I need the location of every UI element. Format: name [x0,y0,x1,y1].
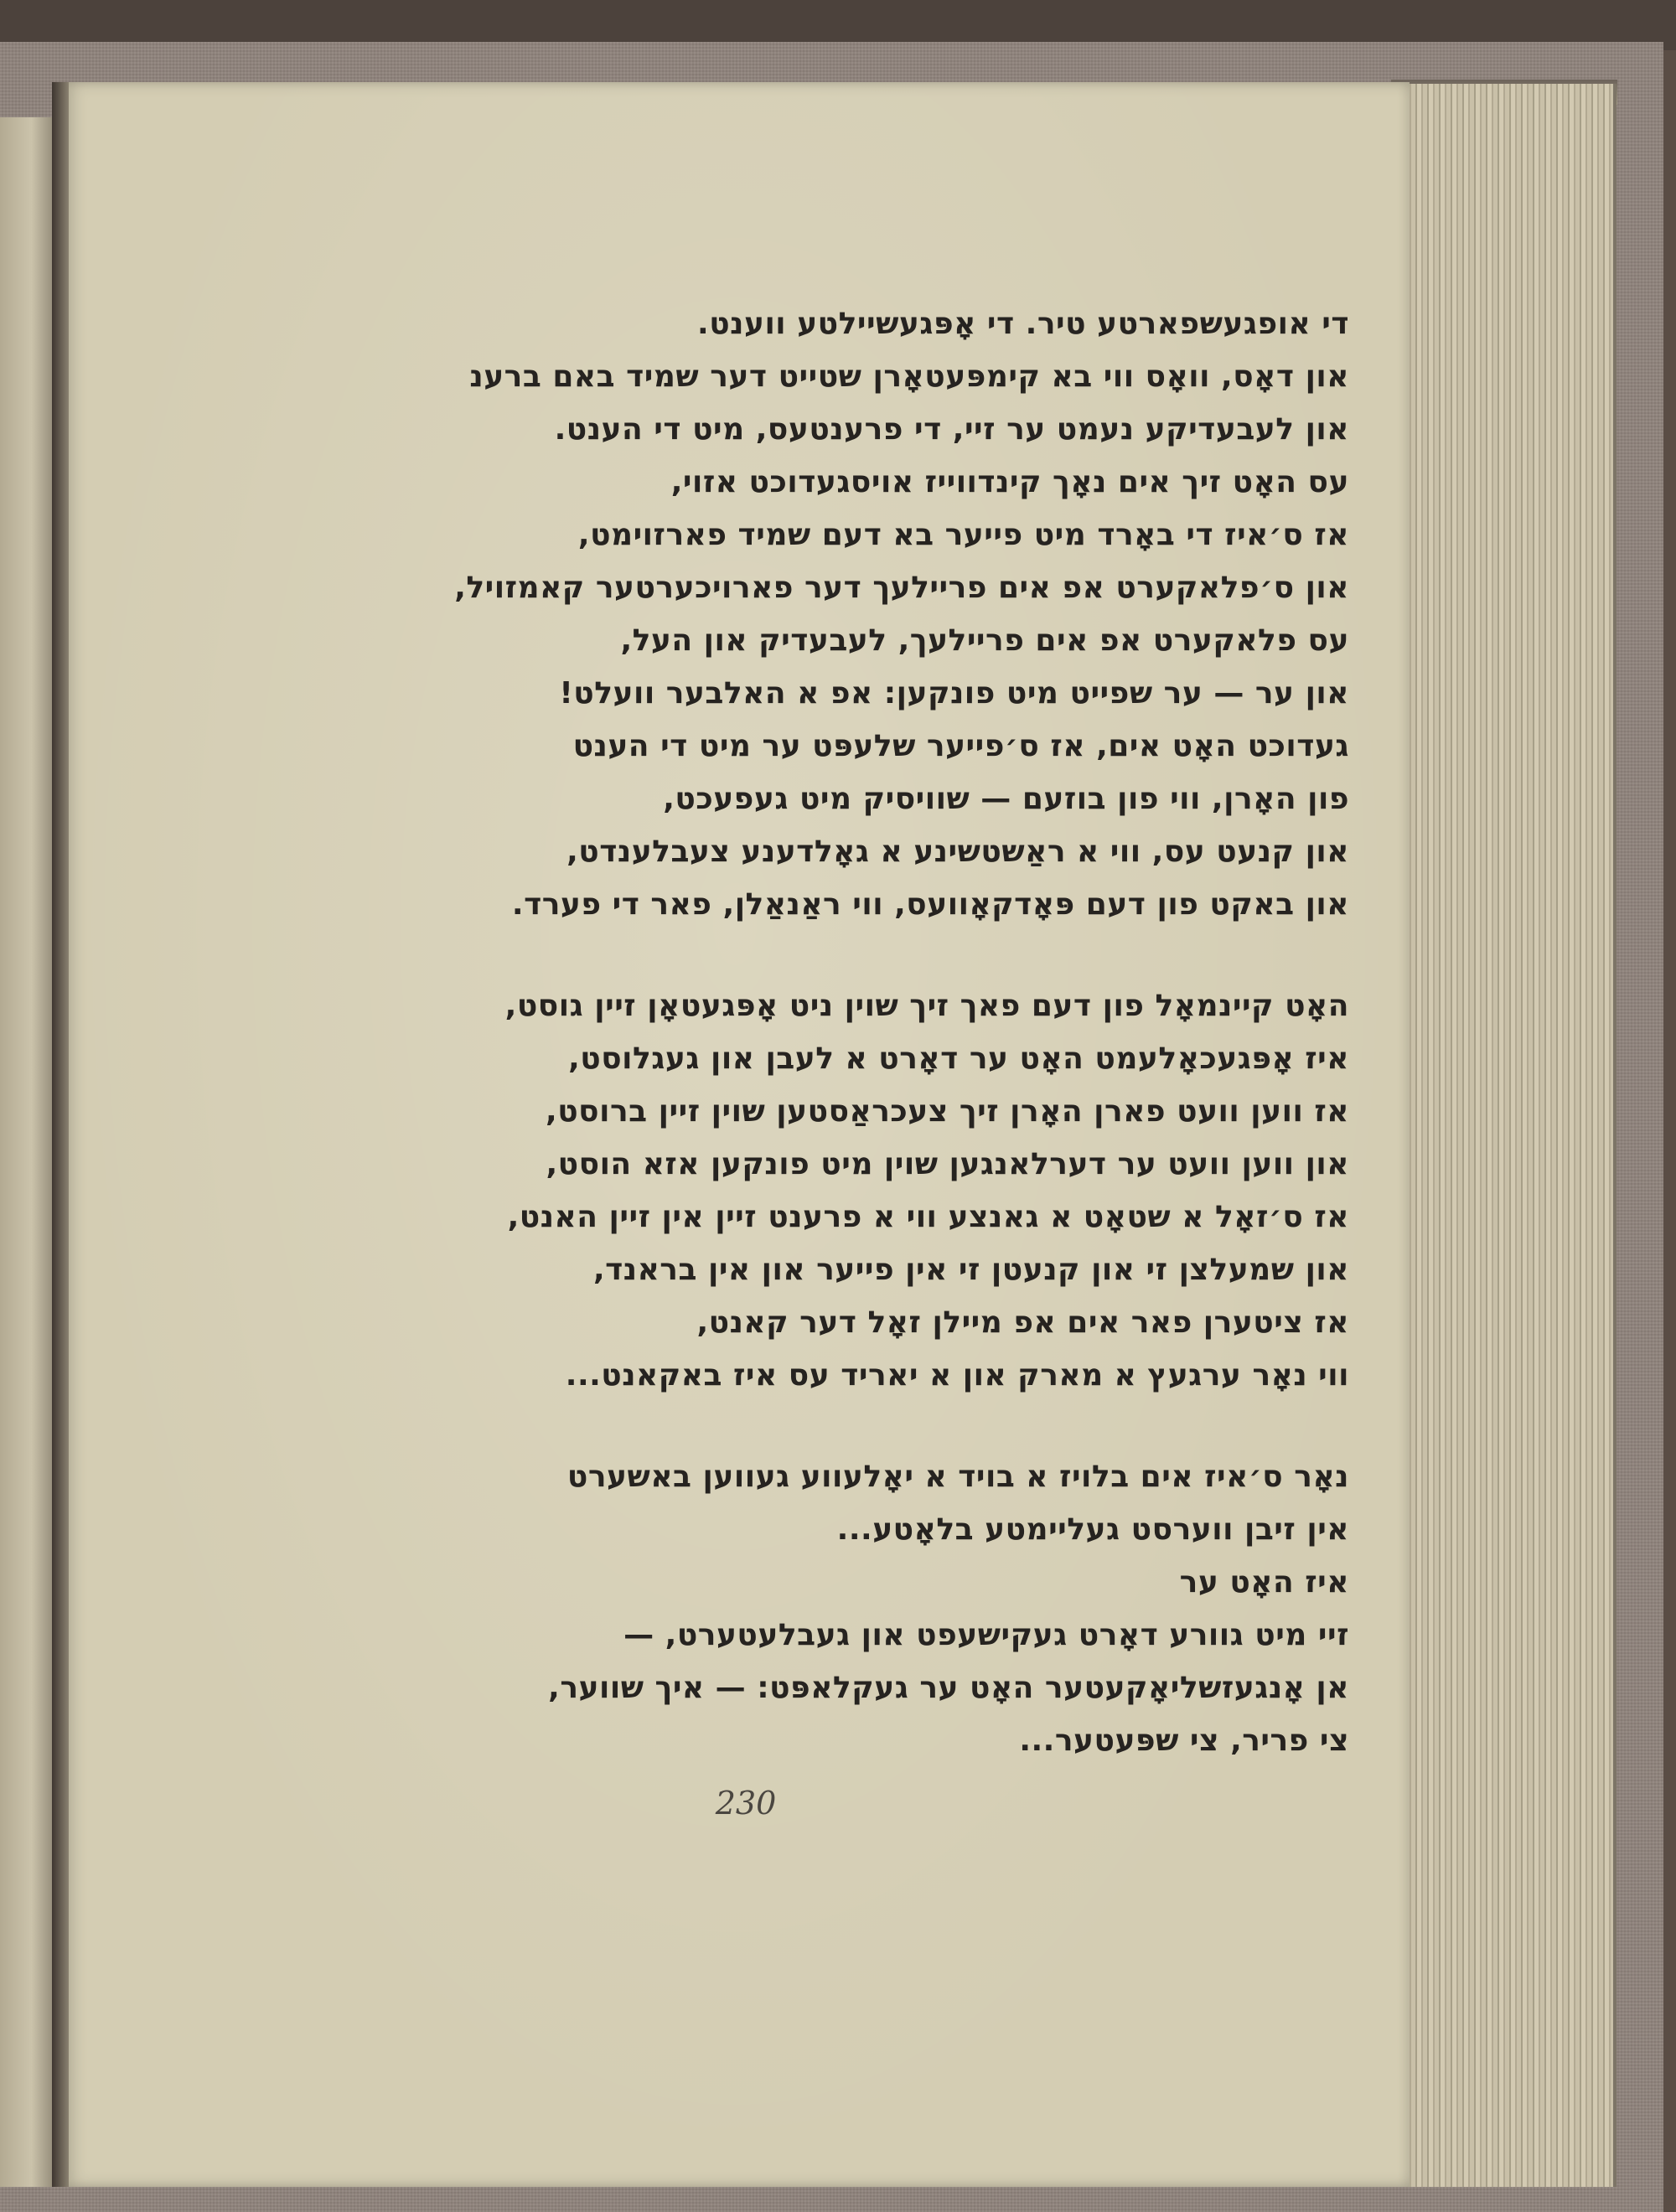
stanza-1 [243,297,1349,931]
poem-line: און באקט פון דעם פּאָדקאָוועס, ווי ראַנאַלן, פאר די פערד. [511,887,1349,922]
poem-line: און ס׳פלאקערט אפ אים פריילעך דער פארויכערטער קאמזויל, [454,571,1349,605]
book-gutter [52,82,69,2187]
poem-line: אז ס׳איז די באָרד מיט פייער בא דעם שמיד פארזוימט, [577,518,1349,552]
poem-line: און שמעלצן זי און קנעטן זי אין פייער און אין בראנד, [592,1253,1349,1287]
poem-line: אז ווען וועט פארן האָרן זיך צעכראַסטען שוין זיין ברוסט, [546,1094,1349,1129]
poem-line: אין זיבן ווערסט געליימטע בלאָטע... [836,1512,1349,1547]
poem-line: ווי נאָר ערגעץ א מארק און א יאריד עס איז באקאנט... [565,1358,1349,1393]
poem-line: אן אָנגעזשליאָקעטער האָט ער געקלאפּט: — איך שווער, [548,1671,1349,1705]
poem-line: איז אָפּגעכאָלעמט האָט ער דאָרט א לעבן און געגלוסט, [568,1041,1349,1076]
poem-line: נאָר ס׳איז אים בלויז א בויד א יאָלעווע געווען באשערט [566,1460,1349,1494]
poem-line: און ער — ער שפייט מיט פונקען: אפ א האלבער וועלט! [559,676,1349,711]
stanza-3 [243,1450,1349,1767]
poem-line: עס האָט זיך אים נאָך קינדווייז אויסגעדוכט אזוי, [670,465,1349,499]
poem-line: עס פלאקערט אפ אים פריילעך, לעבעדיק און העל, [620,623,1349,658]
poem-line: פון האָרן, ווי פון בוזעם — שוויסיק מיט געפעכט, [663,782,1349,816]
page-stack-edge [1399,84,1617,2187]
page-number: 230 [715,1785,777,1822]
poem-line: און ווען וועט ער דערלאנגען שוין מיט פונקען אזא הוסט, [546,1147,1349,1181]
poem-line: האָט קיינמאָל פון דעם פאך זיך שוין ניט אָפּגעטאָן זיין גוסט, [504,989,1349,1023]
poem-line: און דאָס, וואָס ווי בא קימפּעטאָרן שטייט דער שמיד באם ברענ [469,359,1349,394]
poem-line: אז ס׳זאָל א שטאָט א גאנצע ווי א פרענט זיין אין זיין האנט, [507,1200,1349,1234]
left-page-edge [0,117,57,2187]
poem-line: די אופגעשפארטע טיר. די אָפּגעשיילטע ווענט. [697,307,1349,341]
poem-line: געדוכט האָט אים, אז ס׳פייער שלעפּט ער מיט די הענט [572,729,1349,763]
poem-line: אז ציטערן פאר אים אפ מיילן זאָל דער קאנט, [696,1305,1349,1340]
poem-line: און קנעט עס, ווי א ראַשטשינע א גאָלדענע צעבלענדט, [566,835,1349,869]
poem-line: זיי מיט גוורע דאָרט געקישעפט און געבלעטערט, — [623,1618,1349,1652]
poem-line: איז האָט ער [1179,1565,1349,1600]
poem-line: צי פריר, צי שפּעטער... [1019,1724,1349,1758]
poem-text [243,297,1349,1767]
poem-line: און לעבעדיקע נעמט ער זיי, די פרענטעס, מיט די הענט. [554,412,1349,447]
stanza-2 [243,979,1349,1402]
